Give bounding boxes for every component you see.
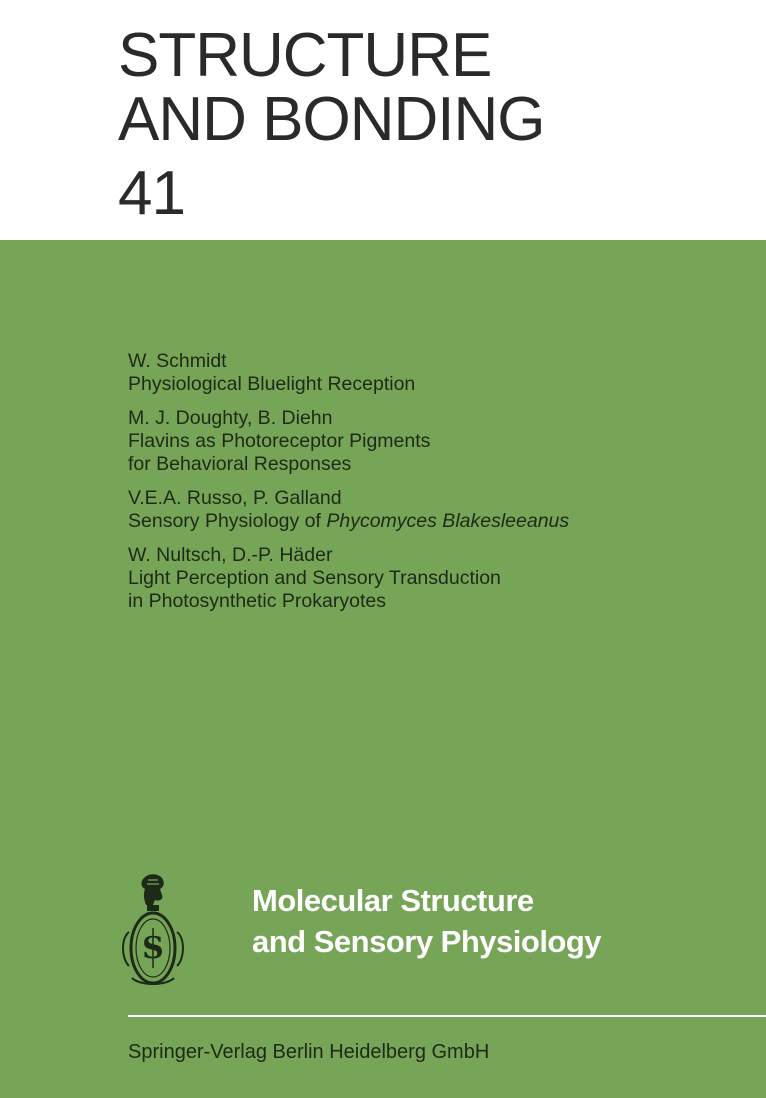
entry-title [128, 510, 728, 533]
table-of-contents [128, 350, 728, 624]
contents-entry [128, 544, 728, 613]
entry-authors: W. Nultsch, D.-P. Häder [128, 544, 333, 566]
springer-knight-logo-icon [118, 872, 188, 992]
contents-entry [128, 487, 728, 533]
entry-title: Light Perception and Sensory Transduction [128, 567, 501, 589]
entry-authors: V.E.A. Russo, P. Galland [128, 487, 342, 509]
series-title-line1: STRUCTURE [118, 21, 492, 90]
entry-title-species: Phycomyces Blakesleeanus [326, 510, 570, 532]
series-title [118, 21, 545, 228]
series-title-line2: AND BONDING [118, 85, 545, 154]
volume-title-line1: Molecular Structure [252, 883, 534, 918]
publisher-name: Springer-Verlag Berlin Heidelberg GmbH [128, 1041, 490, 1063]
entry-authors: W. Schmidt [128, 350, 227, 372]
divider-rule [128, 1015, 766, 1017]
entry-title-continued: for Behavioral Responses [128, 453, 352, 475]
entry-title: Physiological Bluelight Reception [128, 373, 416, 395]
entry-title-prefix: Sensory Physiology of [128, 510, 327, 532]
entry-title-continued: in Photosynthetic Prokaryotes [128, 590, 386, 612]
contents-entry [128, 350, 728, 396]
header-band [0, 0, 766, 240]
volume-number: 41 [118, 159, 185, 228]
entry-authors: M. J. Doughty, B. Diehn [128, 407, 333, 429]
volume-title-line2: and Sensory Physiology [252, 924, 602, 959]
entry-title: Flavins as Photoreceptor Pigments [128, 430, 431, 452]
volume-title [252, 880, 601, 962]
contents-entry [128, 407, 728, 476]
svg-text:S: S [142, 931, 164, 966]
